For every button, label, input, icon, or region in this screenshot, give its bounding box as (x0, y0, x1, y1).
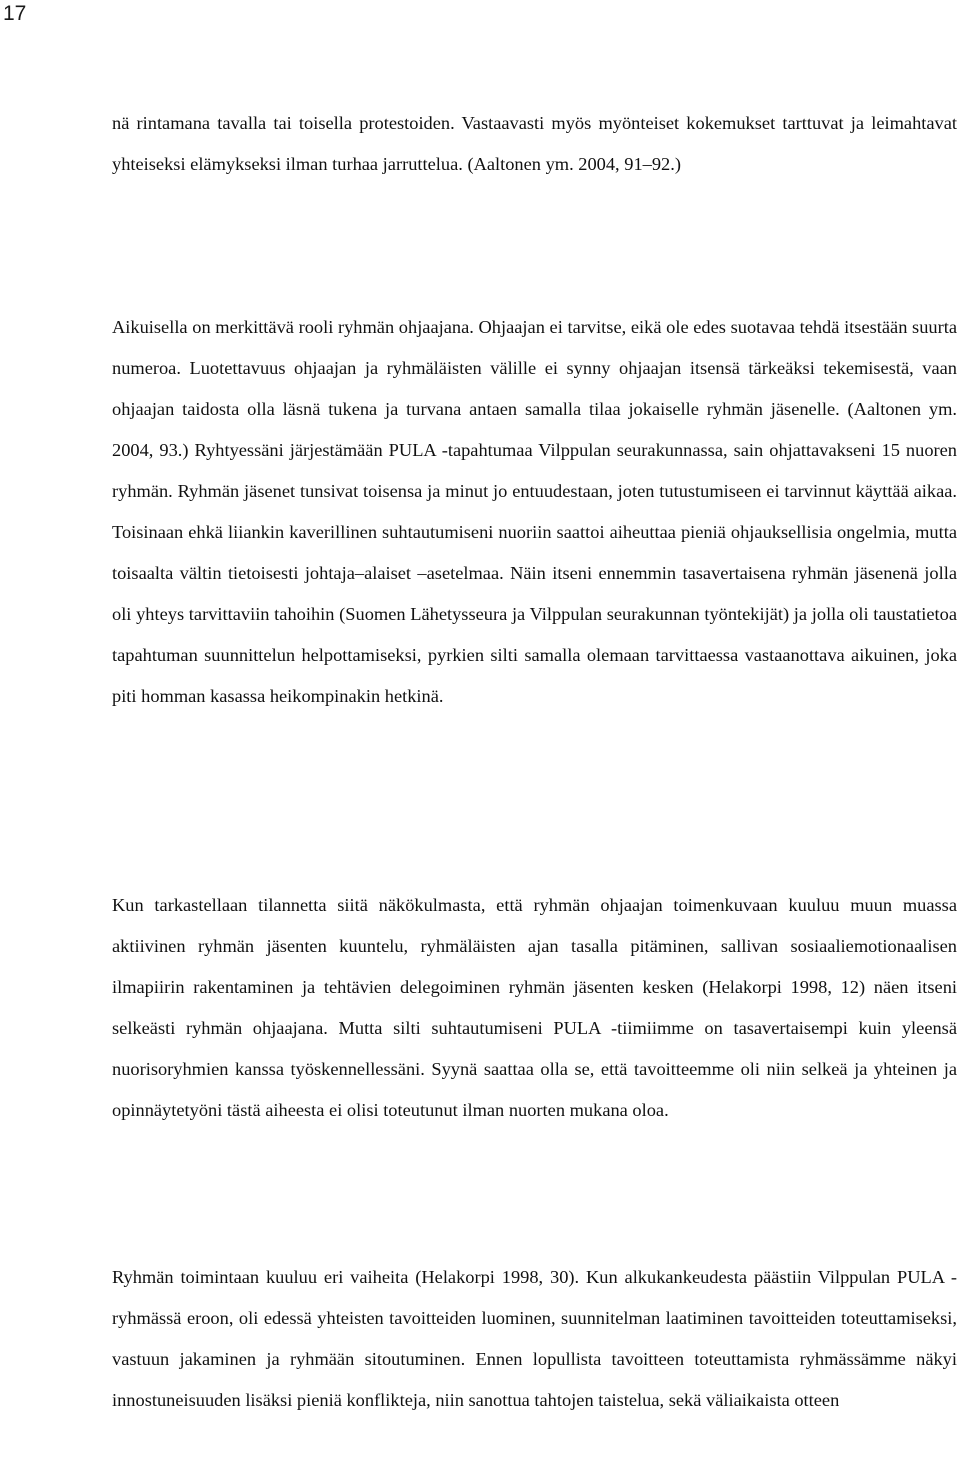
page-number: 17 (3, 2, 27, 25)
paragraph-3: Kun tarkastellaan tilannetta siitä näkökulmasta, että ryhmän ohjaajan toimenkuvaan kuuluu muun muassa aktiivinen ryhmän jäsenten kuuntelu, ryhmäläisten ajan tasalla pitäminen, sallivan sosiaaliemotionaalisen ilmapiirin rakentaminen ja tehtävien delegoiminen ryhmän jäsenten kesken (Helakorpi 1998, 12) näen itseni selkeästi ryhmän ohjaajana. Mutta silti suhtautumiseni PULA -tiimiimme on tasavertaisempi kuin yleensä nuorisoryhmien kanssa työskennellessäni. Syynä saattaa olla se, että tavoitteemme oli niin selkeä ja yhteinen ja opinnäytetyöni tästä aiheesta ei olisi toteutunut ilman nuorten mukana oloa. (112, 895, 957, 1120)
paragraph-4: Ryhmän toimintaan kuuluu eri vaiheita (Helakorpi 1998, 30). Kun alkukankeudesta päästiin Vilppulan PULA -ryhmässä eroon, oli edessä yhteisten tavoitteiden luominen, suunnitelman laatiminen tavoitteiden toteuttamiseksi, vastuun jakaminen ja ryhmään sitoutuminen. Ennen lopullista tavoitteen toteuttamista ryhmässämme näkyi innostuneisuuden lisäksi pieniä konflikteja, niin sanottua tahtojen taistelua, sekä väliaikaista otteen (112, 1267, 957, 1410)
paragraph-1: nä rintamana tavalla tai toisella protestoiden. Vastaavasti myös myönteiset kokemukset tarttuvat ja leimahtavat yhteiseksi elämykseksi ilman turhaa jarruttelua. (Aaltonen ym. 2004, 91–92.) (112, 113, 957, 174)
paragraph-2: Aikuisella on merkittävä rooli ryhmän ohjaajana. Ohjaajan ei tarvitse, eikä ole edes suotavaa tehdä itsestään suurta numeroa. Luotettavuus ohjaajan ja ryhmäläisten välille ei synny ohjaajan itsensä tärkeäksi tekemisestä, vaan ohjaajan taidosta olla läsnä tukena ja turvana antaen samalla tilaa jokaiselle ryhmän jäsenelle. (Aaltonen ym. 2004, 93.) Ryhtyessäni järjestämään PULA -tapahtumaa Vilppulan seurakunnassa, sain ohjattavakseni 15 nuoren ryhmän. Ryhmän jäsenet tunsivat toisensa ja minut jo entuudestaan, joten tutustumiseen ei tarvinnut käyttää aikaa. Toisinaan ehkä liiankin kaverillinen suhtautumiseni nuoriin saattoi aiheuttaa pieniä ohjauksellisia ongelmia, mutta toisaalta vältin tietoisesti johtaja–alaiset –asetelmaa. Näin itseni ennemmin tasavertaisena ryhmän jäsenenä jolla oli yhteys tarvittaviin tahoihin (Suomen Lähetysseura ja Vilppulan seurakunnan työntekijät) ja jolla oli taustatietoa tapahtuman suunnittelun helpottamiseksi, pyrkien silti samalla olemaan tarvittaessa vastaanottava aikuinen, joka piti homman kasassa heikompinakin hetkinä. (112, 317, 957, 706)
